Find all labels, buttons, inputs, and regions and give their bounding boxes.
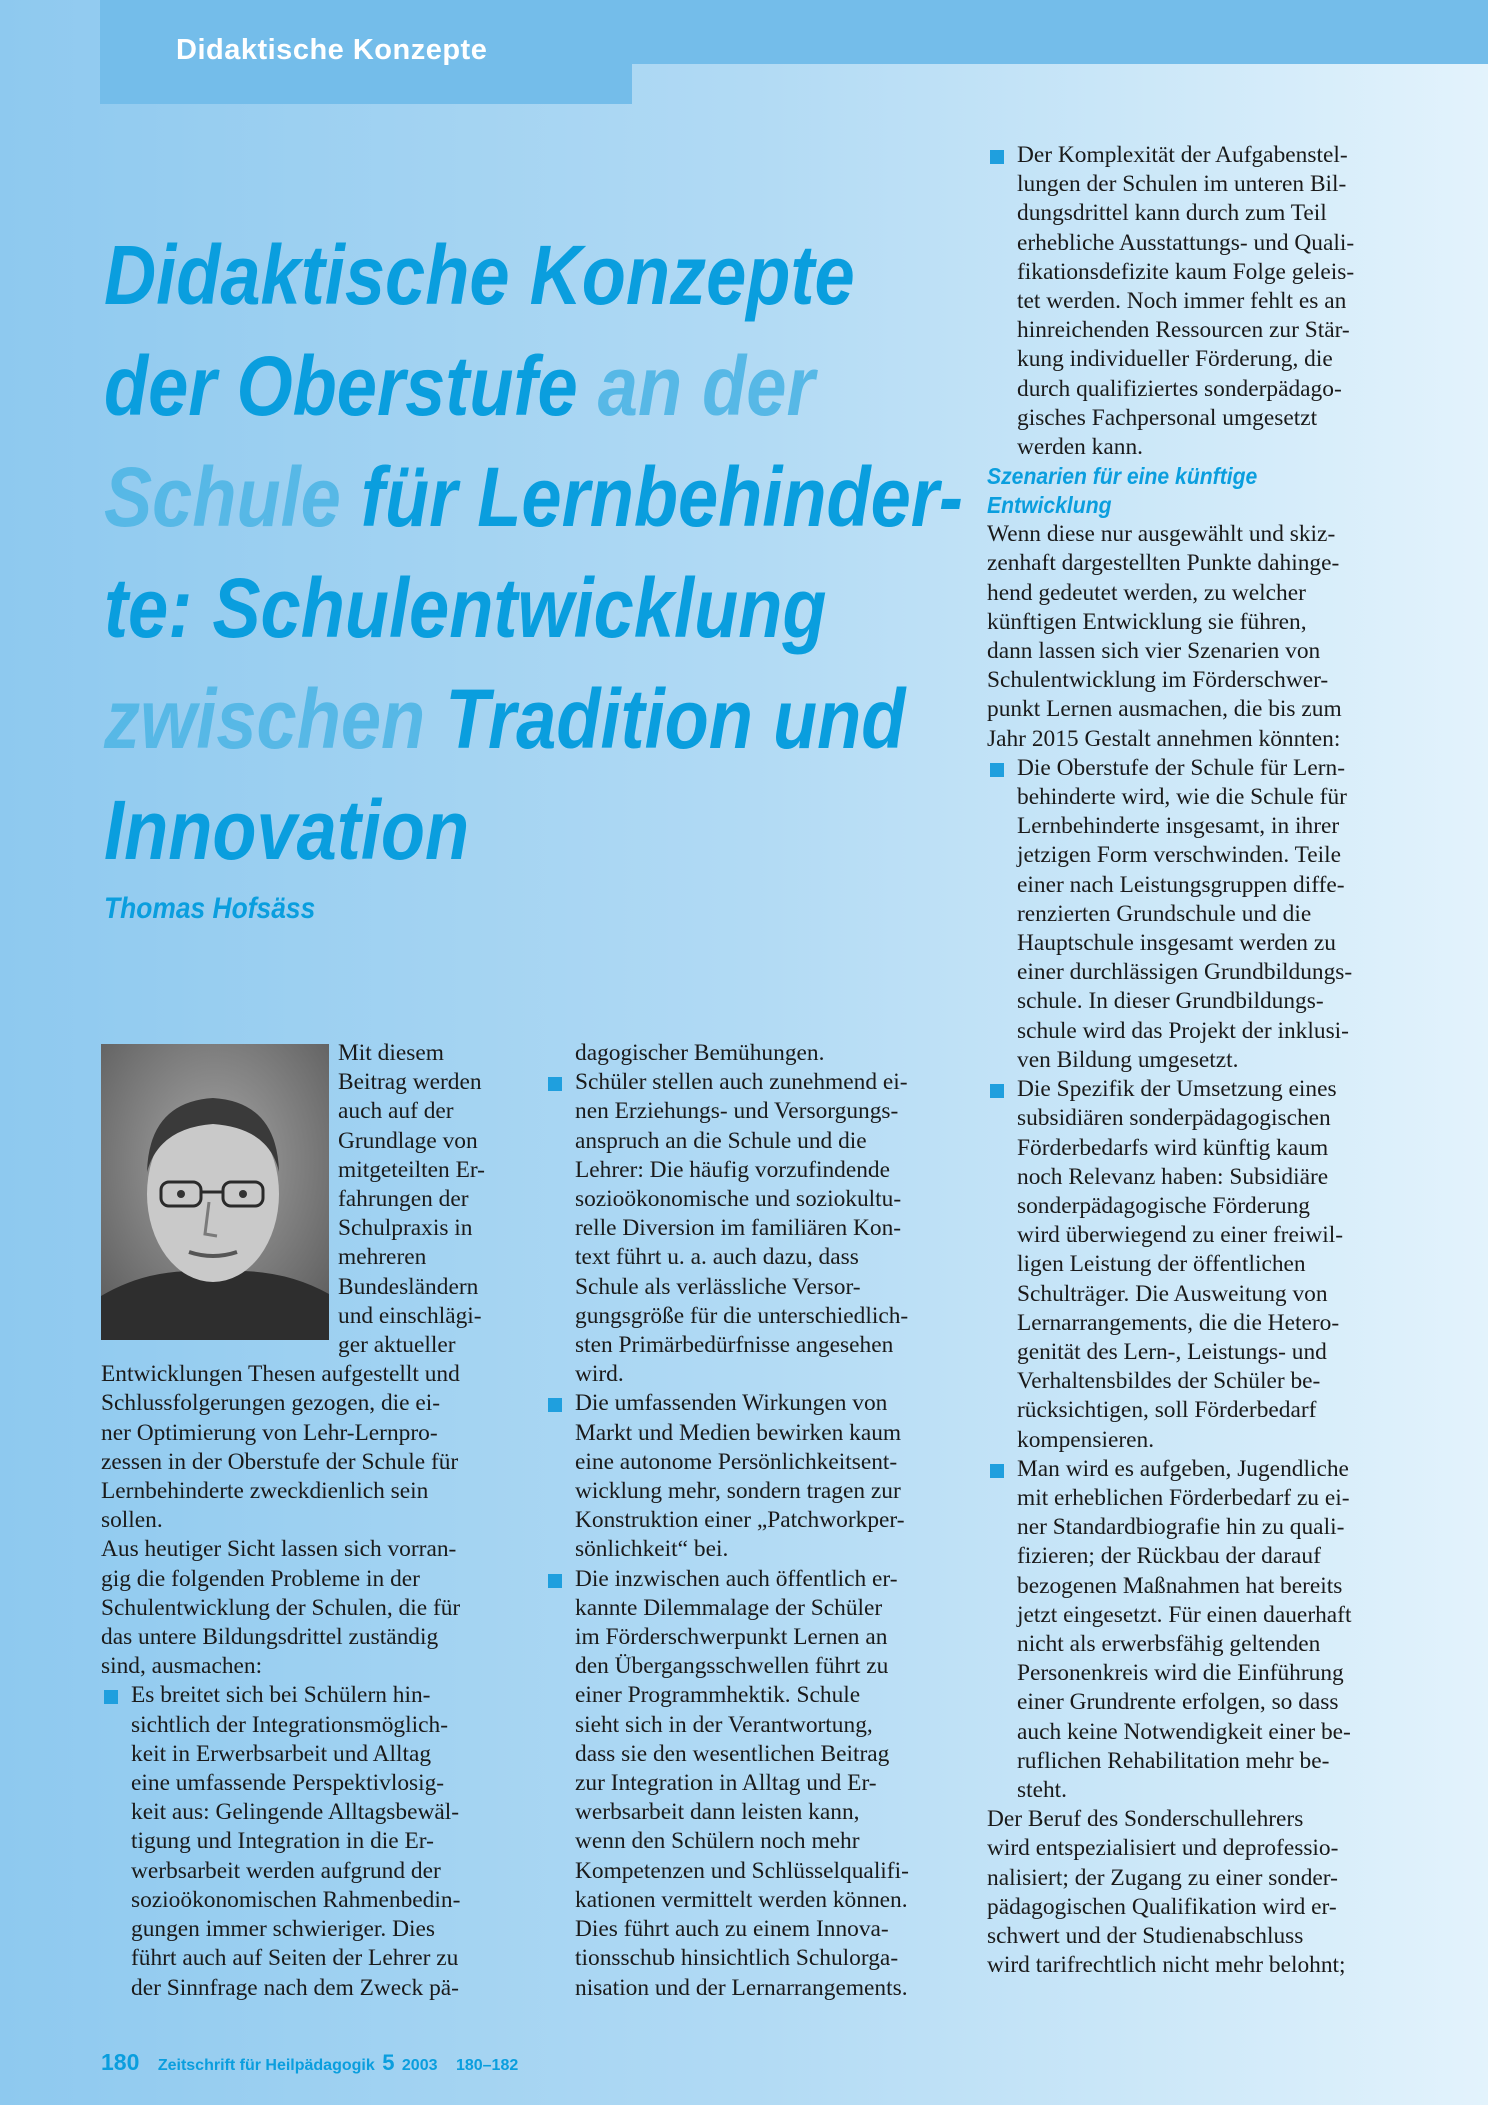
header-strip — [632, 0, 1488, 64]
title-line — [104, 220, 861, 331]
list-item: Man wird es aufgeben, Jugendliche mit erheblichen Förderbedarf zu ei- ner Standardbiografie hin zu quali- fizieren; der Rückbau der darauf bezogenen Maßnahmen hat bereits jetzt eingesetzt. Für einen dauerhaft nicht als erwerbsfähig geltenden Personenkreis wird die Einführung einer Grundrente erfolgen, so dass auch keine Notwendigkeit einer be- ruflichen Rehabilitation mehr be- steht. — [987, 1455, 1397, 1805]
column-middle — [545, 1039, 955, 2003]
column-left — [101, 1039, 511, 2003]
intro-paragraph — [101, 1039, 511, 1535]
title-line — [104, 553, 861, 664]
journal-name: Zeitschrift für Heilpädagogik — [157, 2057, 375, 2074]
title-segment: zwischen — [104, 672, 426, 766]
title-line — [104, 442, 963, 553]
intro-rest: Entwicklungen Thesen aufgestellt und Schlussfolgerungen gezogen, die ei- ner Optimierung von Lehr-Lernpro- zessen in der Oberstufe der Schule für Lernbehinderte zweckdienlich sein sollen. — [101, 1361, 460, 1534]
title-segment: der Oberstufe — [104, 339, 578, 433]
list-item: Die Oberstufe der Schule für Lern- behinderte wird, wie die Schule für Lernbehinderte insgesamt, in ihrer jetzigen Form verschwinden. Teile einer nach Leistungsgruppen diffe- renzierten Grundschule und die Hauptschule insgesamt werden zu einer durchlässigen Grundbildungs- schule. In dieser Grundbildungs- schule wird das Projekt der inklusi- ven Bildung umgesetzt. — [987, 754, 1397, 1075]
page-number: 180 — [101, 2049, 140, 2075]
article-title — [104, 220, 963, 886]
title-segment: Schule — [104, 450, 341, 544]
article-pages: 180–182 — [455, 2057, 519, 2074]
title-segment: Didaktische Konzepte — [104, 228, 855, 322]
title-line — [104, 775, 861, 886]
author-name: Thomas Hofsäss — [104, 892, 316, 925]
journal-year: 2003 — [401, 2057, 438, 2074]
title-segment: an der — [577, 339, 815, 433]
intro-lead: Mit diesem Beitrag werden auch auf der Grundlage von mitgeteilten Er- fahrungen der Schulpraxis in mehreren Bundesländern und einschlägi- ger aktueller — [338, 1040, 485, 1359]
list-item-continued: dagogischer Bemühungen. — [575, 1040, 825, 1066]
list-item: Schüler stellen auch zunehmend ei- nen Erziehungs- und Versorgungs- anspruch an die Schule und die Lehrer: Die häufig vorzufindende sozioökonomische und soziokultu- relle Diversion im familiären Kon- text führt u. a. auch dazu, dass Schule als verlässliche Versor- gungsgröße für die unterschiedlich- sten Primärbedürfnisse angesehen wird. — [545, 1068, 955, 1389]
title-segment: te: Schulentwicklung — [104, 561, 827, 655]
column-right — [987, 141, 1397, 1980]
title-line — [104, 664, 906, 775]
title-segment: für Lernbehinder- — [340, 450, 963, 544]
list-item: Die inzwischen auch öffentlich er- kannte Dilemmalage der Schüler im Förderschwerpunkt Lernen an den Übergangsschwellen führt zu einer Programmhektik. Schule sieht sich in der Verantwortung, dass sie den wesentlichen Beitrag zur Integration in Alltag und Er- werbsarbeit dann leisten kann, wenn den Schülern noch mehr Kompetenzen und Schlüsselqualifi- kationen vermittelt werden können. Dies führt auch zu einem Innova- tionsschub hinsichtlich Schulorga- nisation und der Lernarrangements. — [545, 1565, 955, 2003]
list-item: Der Komplexität der Aufgabenstel- lungen der Schulen im unteren Bil- dungsdrittel kann durch zum Teil erhebliche Ausstattungs- und Quali- fikationsdefizite kaum Folge geleis- tet werden. Noch immer fehlt es an hinreichenden Ressourcen zur Stär- kung individueller Förderung, die durch qualifiziertes sonderpädago- gisches Fachpersonal umgesetzt werden kann. — [987, 141, 1397, 462]
list-item: Die Spezifik der Umsetzung eines subsidiären sonderpädagogischen Förderbedarfs wird künftig kaum noch Relevanz haben: Subsidiäre sonderpädagogische Förderung wird überwiegend zu einer freiwil- ligen Leistung der öffentlichen Schulträger. Die Ausweitung von Lernarrangements, die die Hetero- genität des Lern-, Leistungs- und Verhaltensbildes der Schüler be- rücksichtigen, soll Förderbedarf kompensieren. — [987, 1075, 1397, 1455]
title-segment: Innovation — [104, 783, 470, 877]
section-header: Didaktische Konzepte — [176, 34, 488, 66]
journal-issue: 5 — [382, 2050, 395, 2075]
list-item: Es breitet sich bei Schülern hin- sichtlich der Integrationsmöglich- keit in Erwerbsarbeit und Alltag eine umfassende Perspektivlosig- keit aus: Gelingende Alltagsbewäl- tigung und Integration in die Er- werbsarbeit werden aufgrund der sozioökonomischen Rahmenbedin- gungen immer schwieriger. Dies führt auch auf Seiten der Lehrer zu der Sinnfrage nach dem Zweck pä- — [101, 1681, 511, 2002]
page-footer — [101, 2049, 518, 2076]
paragraph-problems: Aus heutiger Sicht lassen sich vorran- gig die folgenden Probleme in der Schulentwicklung der Schulen, die für das untere Bildungsdrittel zuständig sind, ausmachen: — [101, 1536, 461, 1680]
section-subheading: Szenarien für eine künftige Entwicklung — [987, 463, 1258, 519]
paragraph-profession: Der Beruf des Sonderschullehrers wird entspezialisiert und deprofessio- nalisiert; der Zugang zu einer sonder- pädagogischen Qualifikation wird er- schwert und der Studienabschluss wird tarifrechtlich nicht mehr belohnt; — [987, 1806, 1346, 1979]
list-item: Die umfassenden Wirkungen von Markt und Medien bewirken kaum eine autonome Persönlichkeitsent- wicklung mehr, sondern tragen zur Konstruktion einer „Patchworkper- sönlichkeit“ bei. — [545, 1389, 955, 1564]
title-line — [104, 331, 861, 442]
title-segment: Tradition und — [425, 672, 906, 766]
paragraph-scenarios: Wenn diese nur ausgewählt und skiz- zenhaft dargestellten Punkte dahinge- hend gedeutet werden, zu welcher künftigen Entwicklung sie führen, dann lassen sich vier Szenarien von Schulentwicklung im Förderschwer- punkt Lernen ausmachen, die bis zum Jahr 2015 Gestalt annehmen könnten: — [987, 521, 1342, 752]
